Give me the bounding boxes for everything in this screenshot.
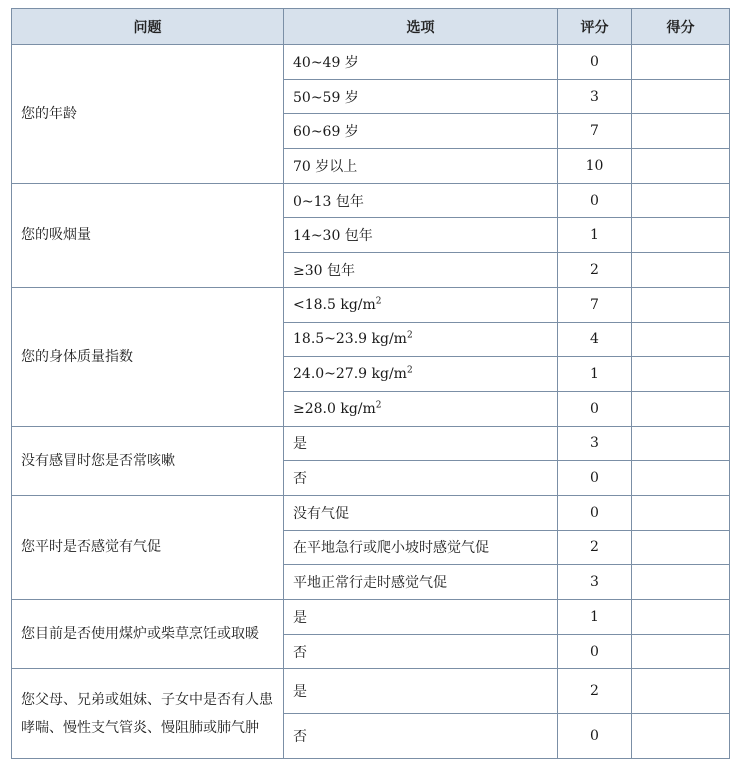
option-cell [284,322,558,357]
header-row [12,9,730,45]
header-option: 选项 [284,9,558,45]
score-cell: 0 [558,183,632,218]
option-label: 是 [293,436,307,453]
score-cell: 3 [558,426,632,461]
option-label: 没有气促 [293,505,349,522]
obtained-score-cell[interactable] [632,495,730,530]
obtained-score-cell[interactable] [632,565,730,600]
header-obtained: 得分 [632,9,730,45]
score-cell: 3 [558,565,632,600]
option-cell [284,495,558,530]
option-cell [284,426,558,461]
table-row [12,287,730,322]
obtained-score-cell[interactable] [632,600,730,635]
option-cell [284,714,558,759]
unit-superscript: 2 [406,365,413,376]
option-cell [284,149,558,184]
table-row [12,426,730,461]
option-label: 40~49 岁 [293,54,359,71]
option-label: 70 岁以上 [293,158,358,175]
table-row [12,45,730,80]
unit-superscript: 2 [375,296,382,306]
score-cell: 1 [558,600,632,635]
score-cell: 0 [558,391,632,426]
question-cell: 您父母、兄弟或姐妹、子女中是否有人患哮喘、慢性支气管炎、慢阻肺或肺气肿 [12,669,284,759]
option-label: 14~30 包年 [293,228,373,245]
question-cell: 您目前是否使用煤炉或柴草烹饪或取暖 [12,600,284,669]
option-label: 否 [293,729,307,746]
option-label: 平地正常行走时感觉气促 [293,575,447,592]
table-row [12,600,730,635]
score-cell: 10 [558,149,632,184]
option-label: 否 [293,471,307,488]
score-cell: 2 [558,530,632,565]
option-label: 60~69 岁 [293,124,359,141]
option-cell [284,45,558,80]
option-cell [284,218,558,253]
table-row [12,183,730,218]
option-cell [284,391,558,426]
option-cell [284,287,558,322]
obtained-score-cell[interactable] [632,669,730,714]
option-label: 在平地急行或爬小坡时感觉气促 [293,540,489,557]
score-cell: 0 [558,634,632,669]
option-label: ≥30 包年 [293,262,355,279]
option-cell [284,600,558,635]
score-cell: 7 [558,114,632,149]
obtained-score-cell[interactable] [632,322,730,357]
option-cell [284,530,558,565]
option-label: 是 [293,609,307,626]
score-cell: 2 [558,253,632,288]
score-cell: 0 [558,461,632,496]
score-cell: 4 [558,322,632,357]
option-cell [284,357,558,392]
option-label: 是 [293,684,307,701]
score-cell: 1 [558,357,632,392]
option-cell [284,669,558,714]
question-cell: 您的吸烟量 [12,183,284,287]
header-question: 问题 [12,9,284,45]
unit-superscript: 2 [375,400,382,411]
question-cell: 没有感冒时您是否常咳嗽 [12,426,284,495]
question-cell: 您的年龄 [12,45,284,184]
score-cell: 0 [558,714,632,759]
obtained-score-cell[interactable] [632,218,730,253]
questionnaire-table [11,8,730,759]
table-body [12,45,730,759]
obtained-score-cell[interactable] [632,530,730,565]
obtained-score-cell[interactable] [632,79,730,114]
option-cell [284,565,558,600]
obtained-score-cell[interactable] [632,391,730,426]
option-label: 50~59 岁 [293,89,359,106]
header-score: 评分 [558,9,632,45]
obtained-score-cell[interactable] [632,714,730,759]
option-label: <18.5 kg/m [293,296,376,313]
table-row [12,669,730,714]
option-cell [284,253,558,288]
option-cell [284,634,558,669]
obtained-score-cell[interactable] [632,253,730,288]
option-label: 24.0~27.9 kg/m [293,366,407,383]
question-cell: 您平时是否感觉有气促 [12,495,284,599]
question-cell: 您的身体质量指数 [12,287,284,426]
score-cell: 3 [558,79,632,114]
option-cell [284,461,558,496]
score-cell: 1 [558,218,632,253]
obtained-score-cell[interactable] [632,357,730,392]
score-cell: 7 [558,287,632,322]
score-cell: 0 [558,45,632,80]
obtained-score-cell[interactable] [632,183,730,218]
obtained-score-cell[interactable] [632,634,730,669]
obtained-score-cell[interactable] [632,149,730,184]
option-label: 0~13 包年 [293,193,364,210]
option-cell [284,183,558,218]
option-label: 18.5~23.9 kg/m [293,331,407,348]
table-row [12,495,730,530]
option-cell [284,79,558,114]
obtained-score-cell[interactable] [632,426,730,461]
option-cell [284,114,558,149]
score-cell: 0 [558,495,632,530]
score-cell: 2 [558,669,632,714]
obtained-score-cell[interactable] [632,461,730,496]
unit-superscript: 2 [406,330,413,341]
obtained-score-cell[interactable] [632,114,730,149]
option-label: 否 [293,644,307,661]
option-label: ≥28.0 kg/m [293,400,376,417]
obtained-score-cell[interactable] [632,287,730,322]
obtained-score-cell[interactable] [632,45,730,80]
